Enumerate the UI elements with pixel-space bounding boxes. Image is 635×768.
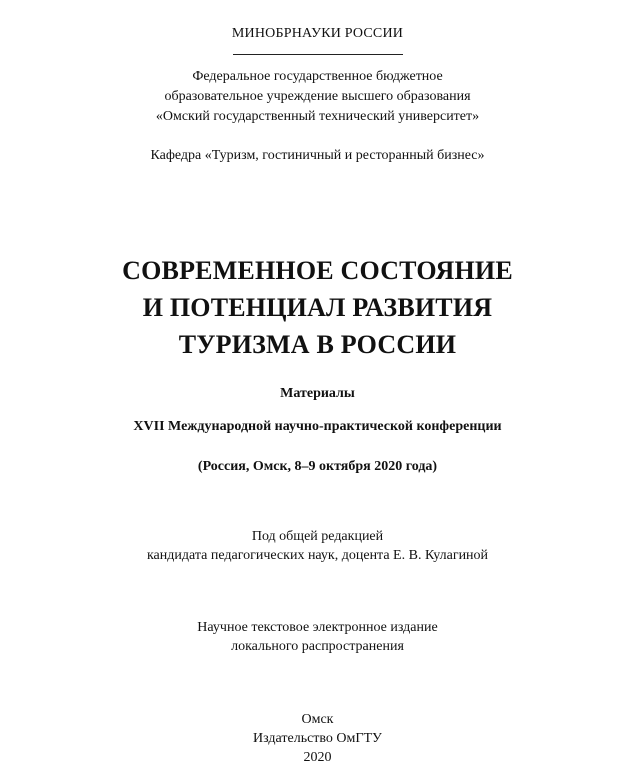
conference-name: XVII Международной научно-практической конференции (133, 419, 502, 434)
editorship-line-2: кандидата педагогических наук, доцента Е. В. Кулагиной (146, 548, 489, 563)
document-title-line-2: И ПОТЕНЦИАЛ РАЗВИТИЯ (142, 293, 493, 322)
editorship-line-1: Под общей редакцией (251, 529, 384, 544)
institution-line-1: Федеральное государственное бюджетное (192, 69, 443, 84)
header-divider (233, 54, 403, 55)
publication-type-line-2: локального распространения (231, 639, 404, 654)
department-name: Кафедра «Туризм, гостиничный и ресторанный бизнес» (150, 148, 485, 163)
imprint-city: Омск (301, 712, 334, 727)
institution-line-2: образовательное учреждение высшего образования (164, 89, 471, 104)
conference-place-date: (Россия, Омск, 8–9 октября 2020 года) (197, 459, 438, 474)
imprint-publisher: Издательство ОмГТУ (253, 731, 382, 746)
imprint-year: 2020 (303, 750, 332, 765)
publication-type-line-1: Научное текстовое электронное издание (197, 620, 438, 635)
document-title-line-1: СОВРЕМЕННОЕ СОСТОЯНИЕ (122, 256, 513, 285)
document-title-line-3: ТУРИЗМА В РОССИИ (178, 330, 457, 359)
institution-line-3: «Омский государственный технический университет» (155, 109, 480, 124)
ministry-name: МИНОБРНАУКИ РОССИИ (231, 26, 404, 41)
materials-label: Материалы (280, 386, 355, 401)
